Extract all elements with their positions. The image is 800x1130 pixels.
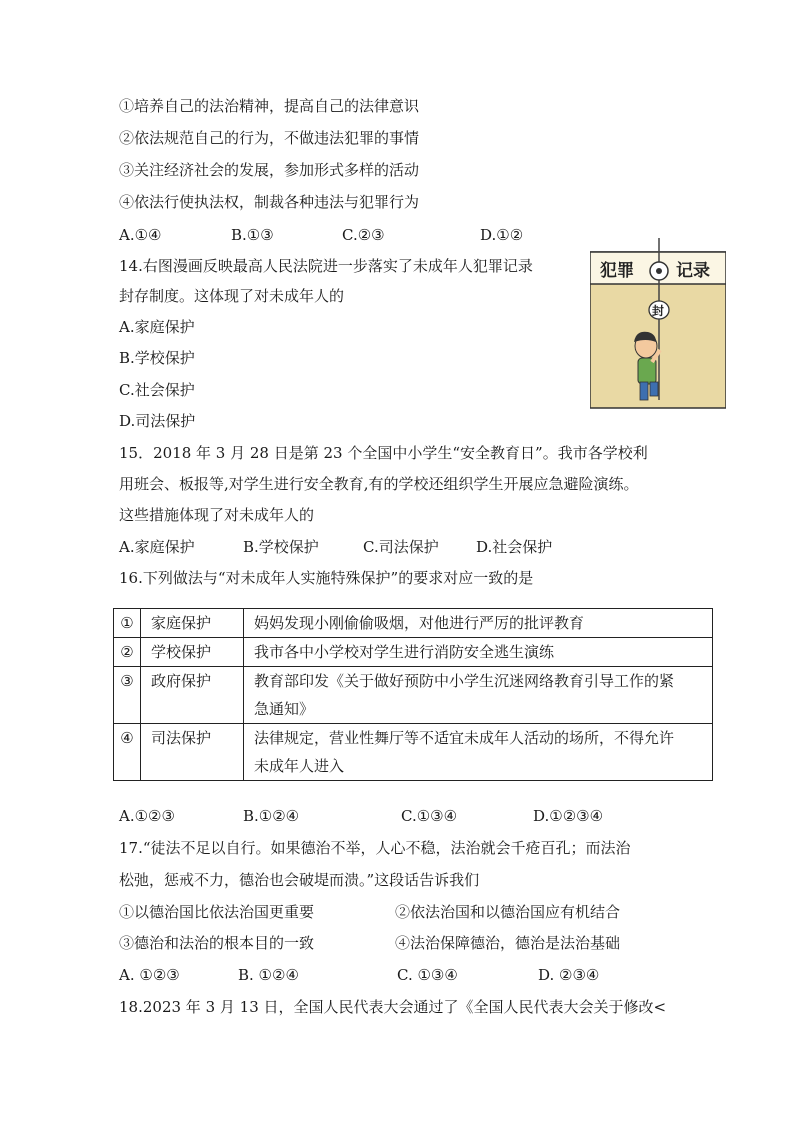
table-row	[114, 724, 713, 781]
row-number: ④	[114, 724, 141, 781]
q15-option-d: D.社会保护	[476, 538, 553, 556]
q15-stem-line2: 用班会、板报等,对学生进行安全教育,有的学校还组织学生开展应急避险演练。	[119, 475, 639, 493]
row-category: 司法保护	[141, 724, 244, 781]
q17-option-b: B. ①②④	[238, 966, 299, 984]
q13-option-b: B.①③	[231, 226, 274, 244]
row-content: 妈妈发现小刚偷偷吸烟，对他进行严厉的批评教育	[244, 609, 713, 638]
row-number: ①	[114, 609, 141, 638]
row-content: 教育部印发《关于做好预防中小学生沉迷网络教育引导工作的紧 急通知》	[244, 667, 713, 724]
cartoon-right-text: 记录	[676, 261, 710, 281]
q17-option-d: D. ②③④	[538, 966, 600, 984]
q17-option-a: A. ①②③	[119, 966, 180, 984]
row-content: 法律规定，营业性舞厅等不适宜未成年人活动的场所，不得允许 未成年人进入	[244, 724, 713, 781]
table-row	[114, 609, 713, 638]
cartoon-left-text: 犯罪	[600, 261, 634, 281]
row-number: ②	[114, 638, 141, 667]
table-row	[114, 638, 713, 667]
q13-option-d: D.①②	[480, 226, 524, 244]
q17-statement-4: ④法治保障德治，德治是法治基础	[395, 934, 621, 952]
q13-statement-1: ①培养自己的法治精神，提高自己的法律意识	[119, 97, 420, 115]
q14-stem-line2: 封存制度。这体现了对未成年人的	[119, 287, 345, 305]
q17-statement-3: ③德治和法治的根本目的一致	[119, 934, 315, 952]
q14-option-b: B.学校保护	[119, 349, 195, 367]
q16-option-c: C.①③④	[401, 807, 458, 825]
q15-option-c: C.司法保护	[363, 538, 439, 556]
q17-statement-1: ①以德治国比依法治国更重要	[119, 903, 315, 921]
q13-option-a: A.①④	[119, 226, 162, 244]
cartoon-seal-text: 封	[652, 304, 665, 318]
q14-option-c: C.社会保护	[119, 381, 195, 399]
row-category: 政府保护	[141, 667, 244, 724]
q15-stem-line3: 这些措施体现了对未成年人的	[119, 506, 315, 524]
row-category: 家庭保护	[141, 609, 244, 638]
q16-option-d: D.①②③④	[533, 807, 604, 825]
q16-stem: 16.下列做法与“对未成年人实施特殊保护”的要求对应一致的是	[119, 569, 534, 587]
q16-option-a: A.①②③	[119, 807, 175, 825]
q16-option-b: B.①②④	[243, 807, 300, 825]
sealed-record-cartoon	[590, 238, 726, 410]
row-category: 学校保护	[141, 638, 244, 667]
q15-option-b: B.学校保护	[243, 538, 319, 556]
q13-statement-3: ③关注经济社会的发展，参加形式多样的活动	[119, 161, 420, 179]
row-content: 我市各中小学校对学生进行消防安全逃生演练	[244, 638, 713, 667]
q17-stem-line1: 17.“徒法不足以自行。如果德治不举，人心不稳，法治就会千疮百孔；而法治	[119, 839, 631, 857]
table-row	[114, 667, 713, 724]
q15-stem-line1: 15．2018 年 3 月 28 日是第 23 个全国中小学生“安全教育日”。我市各学校利	[119, 444, 648, 462]
q13-statement-2: ②依法规范自己的行为，不做违法犯罪的事情	[119, 129, 420, 147]
q14-option-d: D.司法保护	[119, 412, 196, 430]
row-number: ③	[114, 667, 141, 724]
q17-option-c: C. ①③④	[397, 966, 458, 984]
q18-stem-line1: 18.2023 年 3 月 13 日，全国人民代表大会通过了《全国人民代表大会关于修改<	[119, 998, 667, 1016]
q17-stem-line2: 松弛，惩戒不力，德治也会破堤而溃。”这段话告诉我们	[119, 871, 480, 889]
q17-statement-2: ②依法治国和以德治国应有机结合	[395, 903, 621, 921]
q14-stem-line1: 14.右图漫画反映最高人民法院进一步落实了未成年人犯罪记录	[119, 257, 533, 275]
q13-option-c: C.②③	[342, 226, 385, 244]
q14-option-a: A.家庭保护	[119, 318, 195, 336]
q15-option-a: A.家庭保护	[119, 538, 195, 556]
q13-statement-4: ④依法行使执法权，制裁各种违法与犯罪行为	[119, 193, 420, 211]
q16-table	[113, 608, 713, 781]
